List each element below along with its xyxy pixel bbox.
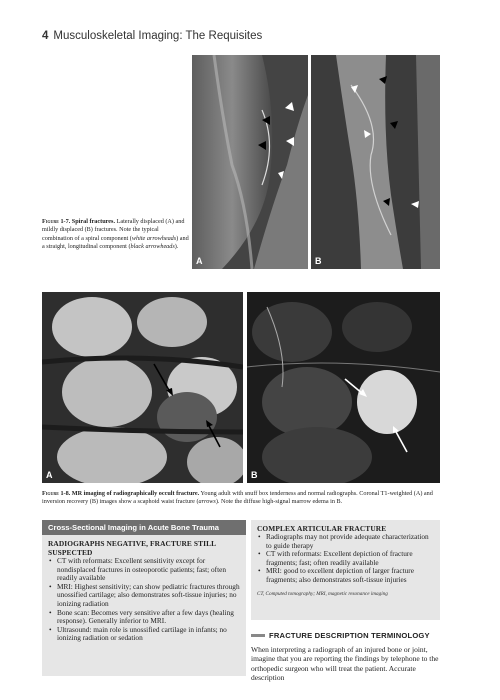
box-right-list <box>257 533 434 585</box>
list-item: • Ultrasound: main role is unossified cartilage in infants; no ionizing radiation or sedation <box>48 626 240 643</box>
figure-1-8-panel-b-image <box>247 292 440 483</box>
list-item: • MRI: good to excellent depiction of larger fracture fragments; also demonstrates soft-tissue injuries <box>257 567 434 584</box>
list-item: • CT with reformats: Excellent sensitivity except for nondisplaced fractures in osteoporotic patients; fast; often readily available <box>48 557 240 583</box>
list-item: • Bone scan: Becomes very sensitive after a few days (healing response). Generally inferior to MRI. <box>48 609 240 626</box>
box-left-column <box>42 520 246 672</box>
list-item: • Radiographs may not provide adequate characterization to guide therapy <box>257 533 434 550</box>
running-header <box>42 30 262 42</box>
wrist-mri-t1 <box>42 292 243 483</box>
femur-radiograph-b <box>311 55 440 269</box>
box-right-heading: COMPLEX ARTICULAR FRACTURE <box>257 524 387 533</box>
figure-1-7-caption: Figure 1-7. Spiral fractures. Laterally displaced (A) and mildly displaced (B) fractures. Note the typical combination of a spiral component (white arrowheads) and a straight, longitudinal component (black arrowheads). <box>42 218 189 251</box>
panel-label-a: A <box>46 470 53 480</box>
box-left-list <box>48 557 240 643</box>
panel-label-a: A <box>196 256 203 266</box>
section-body-text: When interpreting a radiograph of an injured bone or joint, imagine that you are reporting the findings by telephone to the orthopedic surgeon who will treat the patient. Accurate description <box>251 645 439 683</box>
panel-label-b: B <box>251 470 258 480</box>
box-right-column <box>251 520 440 620</box>
list-item: • MRI: Highest sensitivity; can show pediatric fractures through unossified cartilage; also demonstrates soft-tissue injuries; no ionizing radiation <box>48 583 240 609</box>
box-left-body <box>42 535 246 676</box>
figure-1-7-panel-a-image <box>192 55 308 269</box>
list-item: • CT with reformats: Excellent depiction of fracture fragments; fast; often readily available <box>257 550 434 567</box>
box-footnote: CT, Computed tomography; MRI, magnetic resonance imaging <box>257 590 388 597</box>
femur-radiograph-a <box>192 55 308 269</box>
figure-1-7-panel-b-image <box>311 55 440 269</box>
box-left-heading: RADIOGRAPHS NEGATIVE, FRACTURE STILL SUSPECTED <box>48 539 216 557</box>
book-title: Musculoskeletal Imaging: The Requisites <box>53 30 263 42</box>
section-title: FRACTURE DESCRIPTION TERMINOLOGY <box>269 631 430 640</box>
figure-1-8-caption: Figure 1-8. MR imaging of radiographically occult fracture. Young adult with snuff box tenderness and normal radiographs. Coronal T1-weighted (A) and inversion recovery (B) images show a scaphoid waist fracture (arrows). Note the diffuse high-signal marrow edema in B. <box>42 490 433 506</box>
panel-label-b: B <box>315 256 322 266</box>
section-heading <box>251 631 440 640</box>
page-number: 4 <box>42 30 49 42</box>
wrist-mri-inversion-recovery <box>247 292 440 483</box>
section-rule <box>251 634 265 637</box>
figure-1-8-panel-a-image <box>42 292 243 483</box>
box-title: Cross-Sectional Imaging in Acute Bone Trauma <box>42 520 246 535</box>
